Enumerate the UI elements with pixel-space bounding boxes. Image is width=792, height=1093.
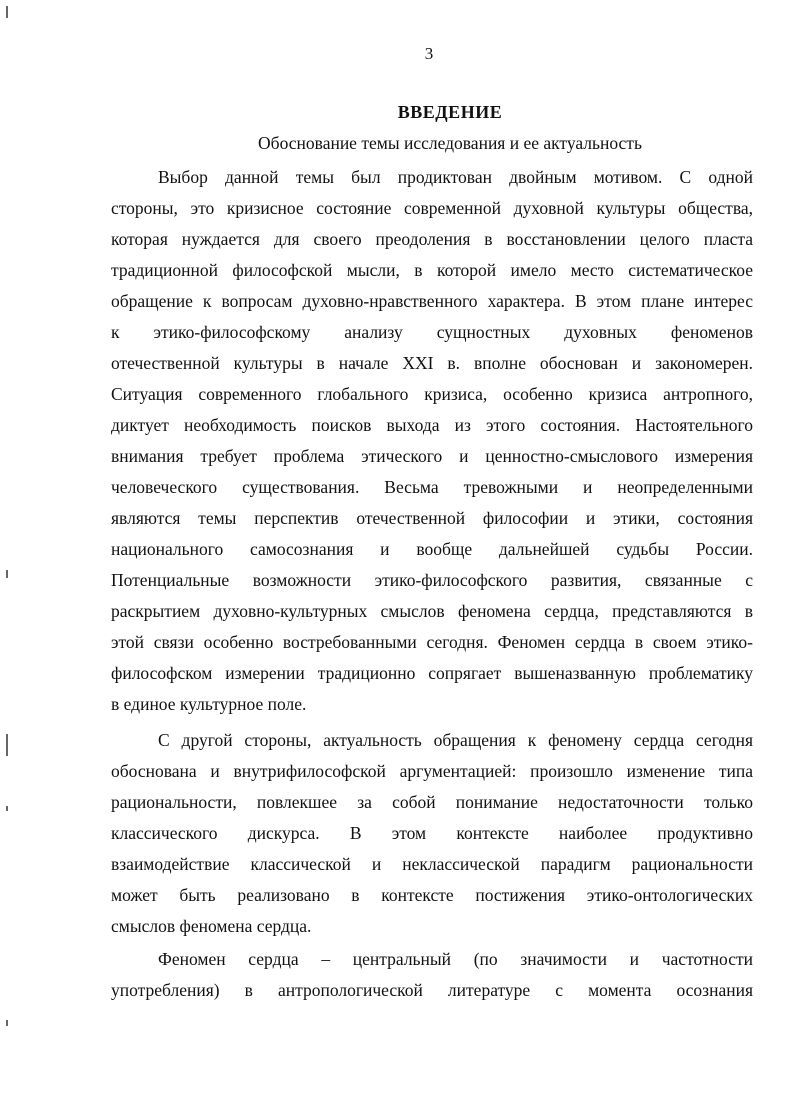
scan-mark	[6, 570, 8, 578]
text-line: которая нуждается для своего преодоления в восстановлении целого пласта	[111, 229, 753, 249]
text-line: может быть реализовано в контексте постижения этико-онтологических	[111, 885, 753, 905]
scan-mark	[6, 734, 8, 756]
text-line: в единое культурное поле.	[111, 694, 307, 714]
text-line: диктует необходимость поисков выхода из этого состояния. Настоятельного	[111, 415, 753, 435]
scan-mark	[6, 806, 8, 811]
text-line: обоснована и внутрифилософской аргументацией: произошло изменение типа	[111, 761, 753, 781]
text-line: являются темы перспектив отечественной философии и этики, состояния	[111, 508, 753, 528]
text-line: раскрытием духовно-культурных смыслов феномена сердца, представляются в	[111, 601, 753, 621]
text-line: Ситуация современного глобального кризиса, особенно кризиса антропного,	[111, 384, 753, 404]
text-line: Выбор данной темы был продиктован двойным мотивом. С одной	[158, 167, 753, 187]
text-line: этой связи особенно востребованными сегодня. Феномен сердца в своем этико-	[111, 632, 753, 652]
text-line: обращение к вопросам духовно-нравственного характера. В этом плане интерес	[111, 291, 753, 311]
text-line: традиционной философской мысли, в которой имело место систематическое	[111, 260, 753, 280]
text-line: классического дискурса. В этом контексте наиболее продуктивно	[111, 823, 753, 843]
text-line: С другой стороны, актуальность обращения к феномену сердца сегодня	[158, 730, 753, 750]
text-line: смыслов феномена сердца.	[111, 916, 312, 936]
text-line: стороны, это кризисное состояние современной духовной культуры общества,	[111, 198, 753, 218]
text-line: Феномен сердца – центральный (по значимости и частотности	[158, 949, 753, 969]
text-line: Потенциальные возможности этико-философского развития, связанные с	[111, 570, 753, 590]
scan-mark	[6, 1020, 8, 1026]
text-line: внимания требует проблема этического и ценностно-смыслового измерения	[111, 446, 753, 466]
section-heading: ВВЕДЕНИЕ	[397, 102, 503, 122]
text-line: человеческого существования. Весьма тревожными и неопределенными	[111, 477, 753, 497]
page-number: 3	[424, 44, 434, 63]
text-line: отечественной культуры в начале XXI в. вполне обоснован и закономерен.	[111, 353, 753, 373]
scan-mark	[6, 6, 8, 18]
text-line: рациональности, повлекшее за собой понимание недостаточности только	[111, 792, 753, 812]
text-line: взаимодействие классической и неклассической парадигм рациональности	[111, 854, 753, 874]
text-line: философском измерении традиционно сопрягает вышеназванную проблематику	[111, 663, 753, 683]
section-subheading: Обоснование темы исследования и ее актуальность	[258, 133, 642, 153]
text-line: к этико-философскому анализу сущностных духовных феноменов	[111, 322, 753, 342]
text-line: употребления) в антропологической литературе с момента осознания	[111, 980, 753, 1000]
text-line: национального самосознания и вообще дальнейшей судьбы России.	[111, 539, 753, 559]
